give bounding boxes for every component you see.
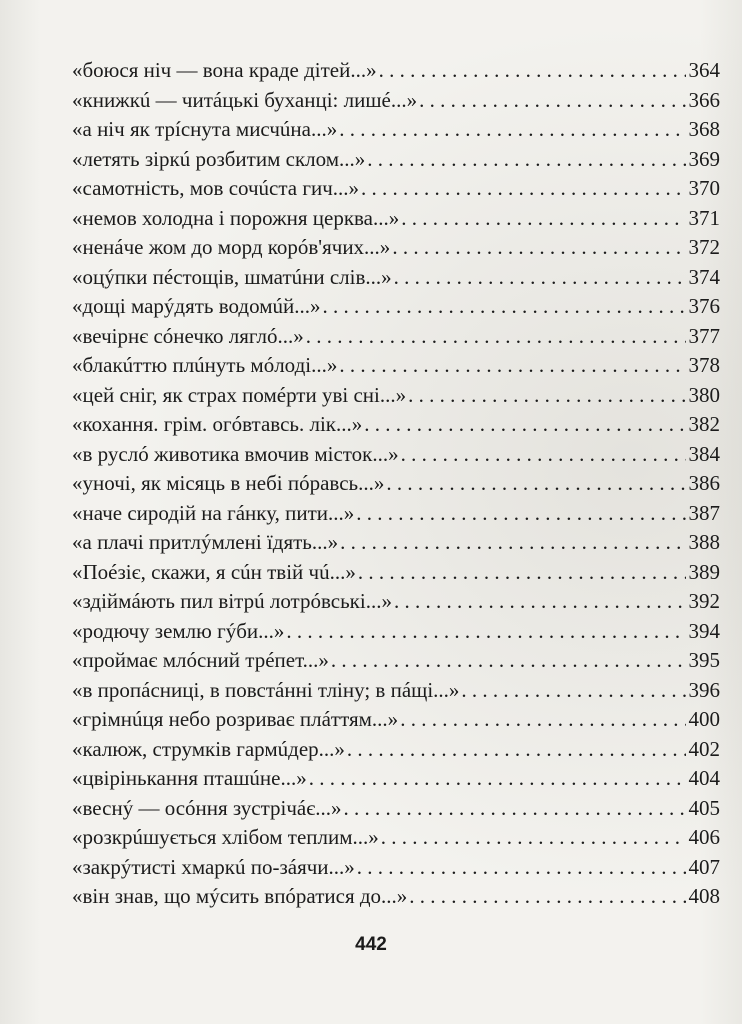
toc-entry-page: 377: [688, 323, 720, 348]
toc-leader-dots: [409, 882, 685, 912]
toc-entry-title: «блакúттю плúнуть мóлоді...»: [72, 353, 338, 377]
toc-entry-page: 364: [688, 58, 720, 82]
toc-entry-title: «кохання. грім. огóвтавсь. лік...»: [72, 412, 363, 436]
toc-entry-page: 389: [688, 559, 720, 584]
toc-entry-page: 386: [688, 471, 720, 495]
toc-entry-title: «немов холодна і порожня церква...»: [72, 205, 400, 230]
toc-entry-title: «наче сиродій на гáнку, пити...»: [72, 500, 355, 525]
toc-entry-page: 387: [688, 500, 720, 525]
toc-entry-title: «родючу землю гýби...»: [72, 618, 285, 643]
toc-leader-dots: [306, 322, 686, 352]
toc-entry-page: 370: [688, 176, 720, 200]
toc-leader-dots: [344, 794, 686, 824]
toc-entry-page: 376: [688, 294, 720, 318]
toc-entry-page: 368: [688, 117, 720, 141]
toc-leader-dots: [461, 676, 685, 706]
toc-entry-page: 407: [688, 854, 720, 879]
toc-leader-dots: [419, 86, 685, 116]
toc-leader-dots: [400, 705, 685, 735]
toc-entry-title: «грімнúця небо розриває плáттям...»: [72, 707, 399, 731]
toc-entry: [72, 174, 720, 204]
toc-entry-title: «боюся ніч — вона краде дітей...»: [72, 58, 377, 82]
toc-entry: [72, 587, 720, 617]
toc-leader-dots: [339, 115, 685, 145]
toc-entry-title: «вечірнє сóнечко ляглó...»: [72, 323, 304, 348]
toc-leader-dots: [394, 587, 686, 617]
toc-leader-dots: [367, 145, 685, 175]
toc-entry: [72, 764, 720, 794]
toc-entry-page: 402: [688, 736, 720, 761]
toc-leader-dots: [379, 56, 686, 86]
toc-entry-title: «дощі марýдять водомúй...»: [72, 294, 321, 318]
toc-entry: [72, 145, 720, 175]
toc-entry-title: «ненáче жом до морд корóв'ячих...»: [72, 235, 391, 259]
toc-leader-dots: [358, 558, 686, 588]
toc-entry: [72, 882, 720, 912]
toc-leader-dots: [340, 528, 685, 558]
toc-entry-page: 366: [688, 87, 720, 112]
toc-entry-title: «в пропáсниці, в повстáнні тліну; в пáщі...»: [72, 677, 460, 702]
toc-leader-dots: [309, 764, 686, 794]
toc-entry: [72, 263, 720, 293]
toc-leader-dots: [361, 174, 685, 204]
toc-entry-title: «а ніч як трíснута мисчúна...»: [72, 117, 338, 141]
toc-entry-page: 392: [688, 589, 720, 613]
toc-entry-title: «калюж, струмків гармúдер...»: [72, 736, 345, 761]
toc-entry: [72, 440, 720, 470]
toc-entry-title: «а плачі притлýмлені їдять...»: [72, 530, 339, 554]
toc-leader-dots: [392, 233, 685, 263]
toc-leader-dots: [401, 204, 685, 234]
toc-entry: [72, 499, 720, 529]
toc-leader-dots: [357, 853, 686, 883]
toc-entry: [72, 351, 720, 381]
toc-entry-title: «проймає млóсний трéпет...»: [72, 648, 329, 672]
toc-entry-page: 372: [688, 235, 720, 259]
toc-entry: [72, 528, 720, 558]
toc-entry-title: «розкрúшується хлібом теплим...»: [72, 825, 379, 849]
toc-leader-dots: [339, 351, 685, 381]
toc-entry: [72, 558, 720, 588]
toc-entry: [72, 646, 720, 676]
toc-entry-page: 395: [688, 648, 720, 672]
toc-entry-title: «самотність, мов сочúста гич...»: [72, 176, 360, 200]
toc-leader-dots: [394, 263, 686, 293]
toc-entry: [72, 794, 720, 824]
toc-entry: [72, 705, 720, 735]
toc-entry-page: 405: [688, 795, 720, 820]
toc-entry: [72, 292, 720, 322]
toc-leader-dots: [322, 292, 685, 322]
toc-entry: [72, 853, 720, 883]
toc-entry-page: 388: [688, 530, 720, 554]
toc-entry-page: 369: [688, 146, 720, 171]
toc-entry-page: 394: [688, 618, 720, 643]
toc-leader-dots: [331, 646, 686, 676]
toc-entry-title: «летять зіркú розбитим склом...»: [72, 146, 366, 171]
toc-entry: [72, 56, 720, 86]
toc-entry: [72, 676, 720, 706]
toc-entry-page: 384: [688, 441, 720, 466]
toc-entry-page: 382: [688, 412, 720, 436]
toc-leader-dots: [364, 410, 685, 440]
toc-leader-dots: [408, 381, 685, 411]
toc-entry-page: 374: [688, 264, 720, 289]
toc-entry-title: «уночі, як місяць в небі пóравсь...»: [72, 471, 385, 495]
toc-entry: [72, 469, 720, 499]
toc-entry: [72, 823, 720, 853]
toc-entry-title: «оцýпки пéстощів, шматúни слів...»: [72, 264, 392, 289]
toc-entry-page: 400: [688, 707, 720, 731]
toc-entry-page: 408: [688, 884, 720, 908]
toc-leader-dots: [401, 440, 686, 470]
toc-leader-dots: [286, 617, 685, 647]
toc-leader-dots: [381, 823, 686, 853]
toc-entry-title: «в руслó животика вмочив місток...»: [72, 441, 399, 466]
toc-entry: [72, 322, 720, 352]
toc-leader-dots: [347, 735, 686, 765]
toc-entry-page: 380: [688, 382, 720, 407]
toc-entry: [72, 381, 720, 411]
toc-entry-title: «веснý — осóння зустрічáє...»: [72, 795, 342, 820]
toc-entry: [72, 410, 720, 440]
toc-entry-title: «здіймáють пил вітрú лотрóвські...»: [72, 589, 392, 613]
toc-entry: [72, 86, 720, 116]
toc-leader-dots: [386, 469, 685, 499]
toc-entry: [72, 204, 720, 234]
page-number: 442: [355, 934, 387, 955]
toc-entry-page: 396: [688, 677, 720, 702]
toc-entry: [72, 115, 720, 145]
toc-entry-title: «закрýтисті хмаркú по-зáячи...»: [72, 854, 355, 879]
toc-entry: [72, 617, 720, 647]
toc-entry-title: «він знав, що мýсить впóратися до...»: [72, 884, 408, 908]
toc-entry-page: 404: [688, 766, 720, 790]
toc-entry-title: «цей сніг, як страх помéрти уві сні...»: [72, 382, 407, 407]
toc-entry: [72, 735, 720, 765]
toc-entry-page: 378: [688, 353, 720, 377]
toc-entry-page: 371: [688, 205, 720, 230]
toc-entry-page: 406: [688, 825, 720, 849]
toc-entry: [72, 233, 720, 263]
toc-entry-title: «Поéзіє, скажи, я сúн твій чú...»: [72, 559, 356, 584]
table-of-contents: [72, 56, 720, 912]
toc-entry-title: «цвірінькання пташúне...»: [72, 766, 307, 790]
toc-leader-dots: [356, 499, 685, 529]
toc-entry-title: «книжкú — читáцькі буханці: лишé...»: [72, 87, 418, 112]
